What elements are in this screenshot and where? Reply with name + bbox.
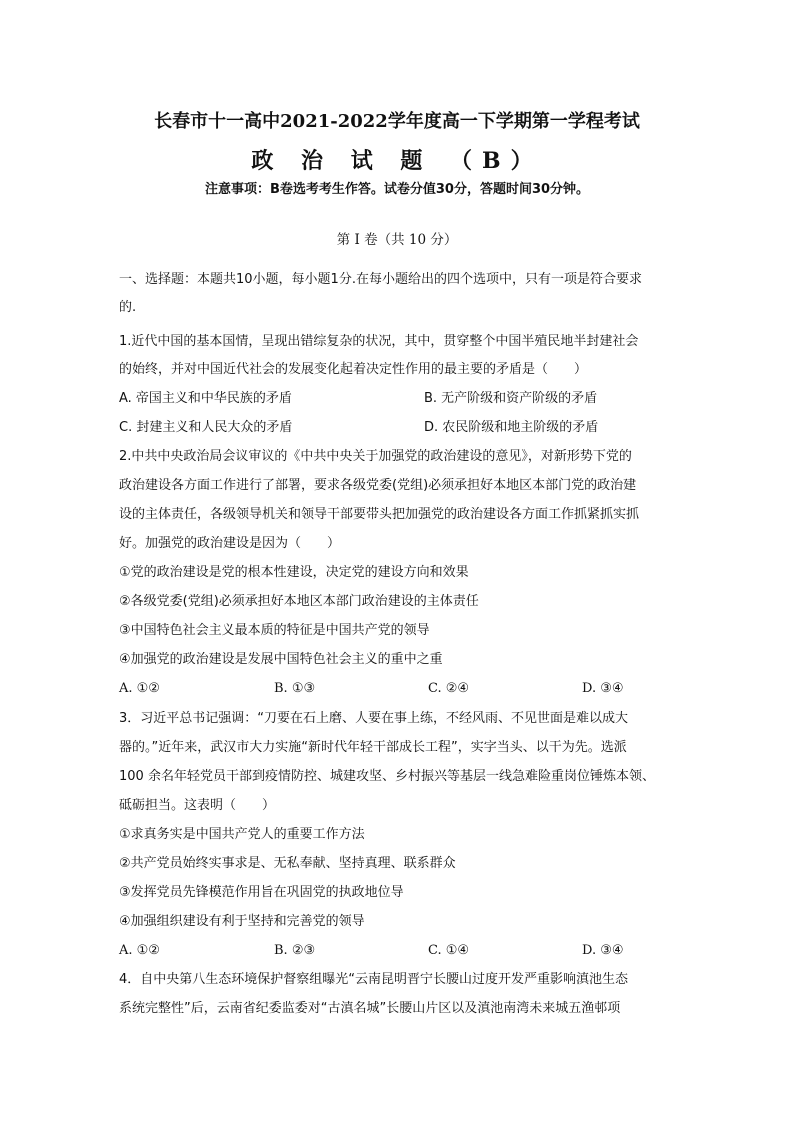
q1-option-b: B. 无产阶级和资产阶级的矛盾 [424,391,598,406]
q1-stem-line: 1.近代中国的基本国情，呈现出错综复杂的状况，其中，贯穿整个中国半殖民地半封建社会 [119,334,639,349]
q3-option-d: D. ③④ [582,943,624,958]
q2-option-d: D. ③④ [582,681,624,696]
q1-stem-line: 的始终，并对中国近代社会的发展变化起着决定性作用的最主要的矛盾是（ ） [119,362,588,377]
q2-stem-line: 设的主体责任，各级领导机关和领导干部要带头把加强党的政治建设各方面工作抓紧抓实抓 [119,507,640,522]
q2-option-a: A. ①② [119,681,160,696]
q2-stem-line: 政治建设各方面工作进行了部署，要求各级党委(党组)必须承担好本地区本部门党的政治建 [119,478,637,493]
exam-title: 长春市十一高中2021-2022学年度高一下学期第一学程考试 [154,111,640,132]
q2-option-c: C. ②④ [428,681,470,696]
q3-option-c: C. ①④ [428,943,470,958]
section-instruction-cont: 的. [119,300,137,315]
q3-option-b: B. ②③ [274,943,316,958]
exam-notice: 注意事项：B卷选考考生作答。试卷分值30分，答题时间30分钟。 [204,182,590,197]
q3-statement: ④加强组织建设有利于坚持和完善党的领导 [119,914,365,929]
q3-statement: ②共产党员始终实事求是、无私奉献、坚持真理、联系群众 [119,856,456,871]
q2-statement: ②各级党委(党组)必须承担好本地区本部门政治建设的主体责任 [119,594,479,609]
q1-option-c: C. 封建主义和人民大众的矛盾 [119,420,293,435]
q4-stem-line: 系统完整性”后，云南省纪委监委对“古滇名城”长腰山片区以及滇池南湾未来城五渔邨项 [119,1001,621,1016]
q3-stem-line: 砥砺担当。这表明（ ） [119,798,276,813]
q3-stem-line: 器的。”近年来，武汉市大力实施“新时代年轻干部成长工程”，实字当头、以干为先。选派 [119,740,627,755]
q2-statement: ①党的政治建设是党的根本性建设，决定党的建设方向和效果 [119,565,469,580]
q3-stem-line: 100 余名年轻党员干部到疫情防控、城建攻坚、乡村振兴等基层一线急难险重岗位锤炼本领、 [119,769,655,784]
q3-statement: ③发挥党员先锋模范作用旨在巩固党的执政地位导 [119,885,404,900]
q2-statement: ④加强党的政治建设是发展中国特色社会主义的重中之重 [119,652,443,667]
q2-statement: ③中国特色社会主义最本质的特征是中国共产党的领导 [119,623,430,638]
q2-stem-line: 2.中共中央政治局会议审议的《中共中央关于加强党的政治建设的意见》，对新形势下党的 [119,449,632,464]
exam-subtitle: 政 治 试 题 （B） [251,148,543,174]
part-heading: 第 Ⅰ 卷（共 10 分） [336,232,458,248]
q3-stem-line: 3．习近平总书记强调：“刀要在石上磨、人要在事上练，不经风雨、不见世面是难以成大 [119,711,629,726]
q2-option-b: B. ①③ [274,681,316,696]
q1-option-d: D. 农民阶级和地主阶级的矛盾 [424,420,599,435]
q4-stem-line: 4．自中央第八生态环境保护督察组曝光“云南昆明晋宁长腰山过度开发严重影响滇池生态 [119,972,629,987]
section-instruction: 一、选择题：本题共10小题，每小题1分.在每小题给出的四个选项中，只有一项是符合要求 [119,272,642,287]
q1-option-a: A. 帝国主义和中华民族的矛盾 [119,391,292,406]
q3-option-a: A. ①② [119,943,160,958]
q3-statement: ①求真务实是中国共产党人的重要工作方法 [119,827,365,842]
q2-stem-line: 好。加强党的政治建设是因为（ ） [119,536,341,551]
